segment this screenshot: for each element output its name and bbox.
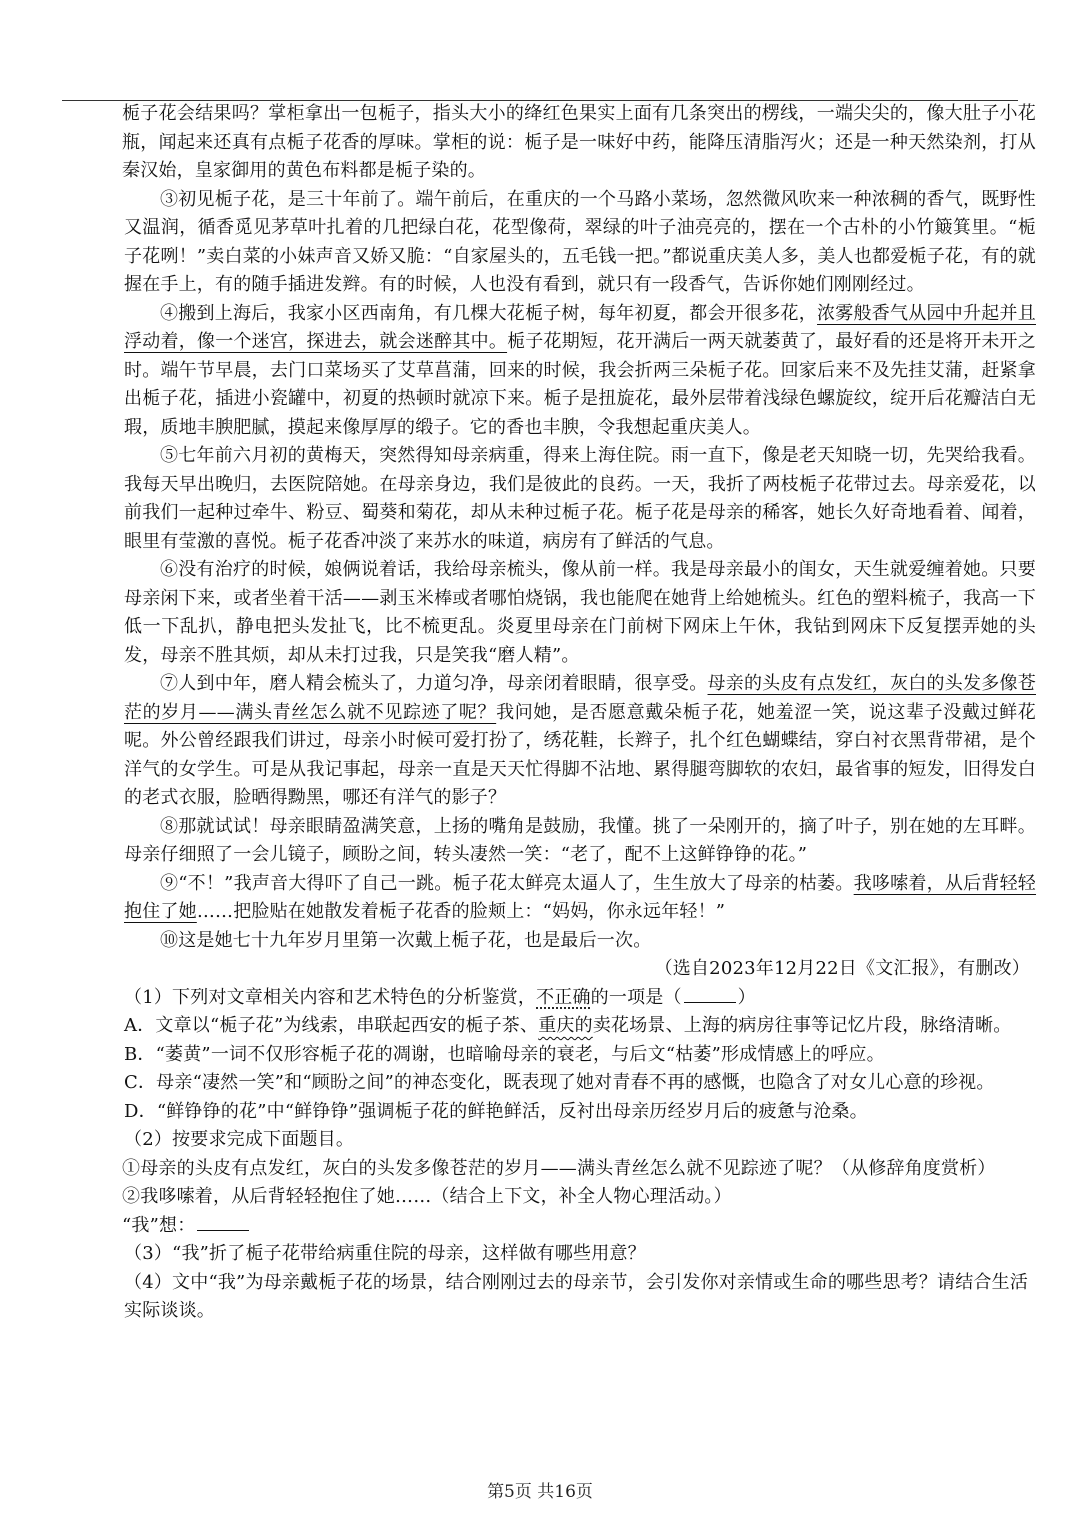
- question-2-1: ①母亲的头皮有点发红，灰白的头发多像苍茫的岁月——满头青丝怎么就不见踪迹了呢？（从修辞角度赏析）: [122, 1157, 996, 1179]
- paragraph-9-text-b: ……把脸贴在她散发着栀子花香的脸颊上：“妈妈，你永远年轻！”: [196, 901, 726, 922]
- paragraph-4-text-b: 栀子花期短，花开满后一两天就萎黄了，最好看的还是将开未开之时。端午节早晨，去门口菜场买了艾草菖蒲，回来的时候，我会折两三朵栀子花。回家后来不及先挂艾蒲，赶紧拿出栀子花，插进小瓷罐中，初夏的热顿时就凉下来。栀子是扭旋花，最外层带着浅绿色螺旋纹，绽开后花瓣洁白无瑕，质地丰腴肥腻，摸起来像厚厚的缎子。它的香也丰腴，令我想起重庆美人。: [124, 331, 1037, 438]
- paragraph-9-text-a: ⑨“不！”我声音大得吓了自己一跳。栀子花太鲜亮太逼人了，生生放大了母亲的枯萎。: [160, 872, 854, 894]
- paragraph-7-text-b: 我问她，是否愿意戴朵栀子花，她羞涩一笑，说这辈子没戴过鲜花呢。外公曾经跟我们讲过，母亲小时候可爱打扮了，绣花鞋，长辫子，扎个红色蝴蝶结，穿白衬衣黑背带裙，是个洋气的女学生。可是从我记事起，母亲一直是天天忙得脚不沾地、累得腿弯脚软的农妇，最省事的短发，旧得发白的老式衣服，脸晒得黝黑，哪还有洋气的影子？: [124, 701, 1037, 808]
- question-1-text-c: ）: [737, 986, 756, 1008]
- paragraph-6: [124, 556, 1036, 670]
- question-4: （4）文中“我”为母亲戴栀子花的场景，结合刚刚过去的母亲节，会引发你对亲情或生命的哪些思考？请结合生活实际谈谈。: [124, 1271, 1029, 1321]
- page-footer: 第5页 共16页: [487, 1482, 593, 1502]
- question-1-text-a: （1）下列对文章相关内容和艺术特色的分析鉴赏，: [124, 986, 537, 1008]
- option-c: C．母亲“凄然一笑”和“顾盼之间”的神态变化，既表现了她对青春不再的感慨，也隐含了对女儿心意的珍视。: [124, 1072, 995, 1093]
- question-2-2: ②我哆嗦着，从后背轻轻抱住了她……（结合上下文，补全人物心理活动。）: [122, 1186, 732, 1207]
- question-2-3-answer-blank[interactable]: [197, 1212, 249, 1231]
- article-source: （选自2023年12月22日《文汇报》，有删改）: [654, 958, 1030, 979]
- paragraph-3: [124, 186, 1036, 300]
- paragraph-6-text: ⑥没有治疗的时候，娘俩说着话，我给母亲梳头，像从前一样。我是母亲最小的闺女，天生就爱缠着她。只要母亲闲下来，或者坐着干活——剥玉米棒或者哪怕烧锅，我也能爬在她背上给她梳头。红色的塑料梳子，我高一下低一下乱扒，静电把头发扯飞，比不梳更乱。炎夏里母亲在门前树下网床上午休，我钻到网床下反复摆弄她的头发，母亲不胜其烦，却从未打过我，只是笑我“磨人精”。: [124, 559, 1036, 666]
- paragraph-5-text: ⑤七年前六月初的黄梅天，突然得知母亲病重，得来上海住院。雨一直下，像是老天知晓一切，先哭给我看。我每天早出晚归，去医院陪她。在母亲身边，我们是彼此的良药。一天，我折了两枝栀子花带过去。母亲爱花，以前我们一起种过牵牛、粉豆、蜀葵和菊花，却从未种过栀子花。栀子花是母亲的稀客，她长久好奇地看着、闻着，眼里有莹激的喜悦。栀子花香冲淡了来苏水的味道，病房有了鲜活的气息。: [124, 445, 1036, 552]
- question-2-3-text: “我”想：: [122, 1214, 196, 1236]
- document-body: [124, 100, 1036, 1326]
- paragraph-9-underlined-sentence: 我哆嗦着，从后背轻轻抱住了她: [124, 872, 1037, 922]
- paragraph-continued-text: 栀子花会结果吗？掌柜拿出一包栀子，指头大小的绛红色果实上面有几条突出的楞线，一端尖尖的，像大肚子小花瓶，闻起来还真有点栀子花香的厚味。掌柜的说：栀子是一味好中药，能降压清脂泻火；还是一种天然染剂，打从秦汉始，皇家御用的黄色布料都是栀子染的。: [122, 103, 1036, 181]
- question-1-answer-blank[interactable]: [684, 984, 736, 1003]
- option-a-text-a: A．文章以“栀子花”为线索，串联起西安的栀子茶、: [124, 1015, 539, 1036]
- paragraph-7-text-a: ⑦人到中年，磨人精会梳头了，力道匀净，母亲闭着眼睛，很享受。: [160, 673, 708, 694]
- question-1: [124, 984, 1036, 1013]
- question-3: （3）“我”折了栀子花带给病重住院的母亲，这样做有哪些用意？: [124, 1243, 646, 1264]
- option-b: B．“萎黄”一词不仅形容栀子花的凋谢，也暗喻母亲的衰老，与后文“枯萎”形成情感上的呼应。: [124, 1043, 885, 1065]
- paragraph-8-text: ⑧那就试试！母亲眼睛盈满笑意，上扬的嘴角是鼓励，我懂。挑了一朵刚开的，摘了叶子，别在她的左耳畔。母亲仔细照了一会儿镜子，顾盼之间，转头凄然一笑：“老了，配不上这鲜铮铮的花。”: [124, 815, 1036, 865]
- paragraph-4-underlined-sentence: 浓雾般香气从园中升起并且浮动着，像一个迷宫，探进去，就会迷醉其中。: [124, 302, 1036, 352]
- paragraph-continued: [122, 100, 1036, 186]
- paragraph-8: [124, 813, 1036, 870]
- question-2: （2）按要求完成下面题目。: [124, 1129, 355, 1150]
- paragraph-9: [124, 870, 1036, 927]
- paragraph-3-text: ③初见栀子花，是三十年前了。端午前后，在重庆的一个马路小菜场，忽然微风吹来一种浓稠的香气，既野性又温润，循香觅见茅草叶扎着的几把绿白花，花型像荷，翠绿的叶子油亮亮的，摆在一个古朴的小竹簸箕里。“栀子花咧！”卖白菜的小妹声音又娇又脆：“自家屋头的，五毛钱一把。”都说重庆美人多，美人也都爱栀子花，有的就握在手上，有的随手插进发辫。有的时候，人也没有看到，就只有一段香气，告诉你她们刚刚经过。: [124, 188, 1036, 295]
- paragraph-7-underlined-sentence: 母亲的头皮有点发红，灰白的头发多像苍茫的岁月——满头青丝怎么就不见踪迹了呢？: [124, 673, 1036, 723]
- question-2-3: [122, 1212, 1036, 1241]
- question-1-emphasis: 不正确: [536, 986, 591, 1008]
- paragraph-10-text: ⑩这是她七十九年岁月里第一次戴上栀子花，也是最后一次。: [160, 929, 652, 951]
- paragraph-4-text-a: ④搬到上海后，我家小区西南角，有几棵大花栀子树，每年初夏，都会开很多花，: [160, 302, 818, 324]
- paragraph-10: [124, 927, 1036, 956]
- paragraph-5: [124, 442, 1036, 556]
- option-a-text-b: 卖花场景、上海的病房往事等记忆片段，脉络清晰。: [592, 1015, 1012, 1036]
- question-1-text-b: 的一项是（: [590, 986, 682, 1008]
- option-a-wavy-term: 重庆的: [538, 1015, 593, 1036]
- paragraph-4: [124, 300, 1036, 443]
- paragraph-7: [124, 670, 1036, 813]
- option-a: [124, 1012, 1036, 1041]
- option-d: D．“鲜铮铮的花”中“鲜铮铮”强调栀子花的鲜艳鲜活，反衬出母亲历经岁月后的疲惫与沧桑。: [124, 1100, 868, 1122]
